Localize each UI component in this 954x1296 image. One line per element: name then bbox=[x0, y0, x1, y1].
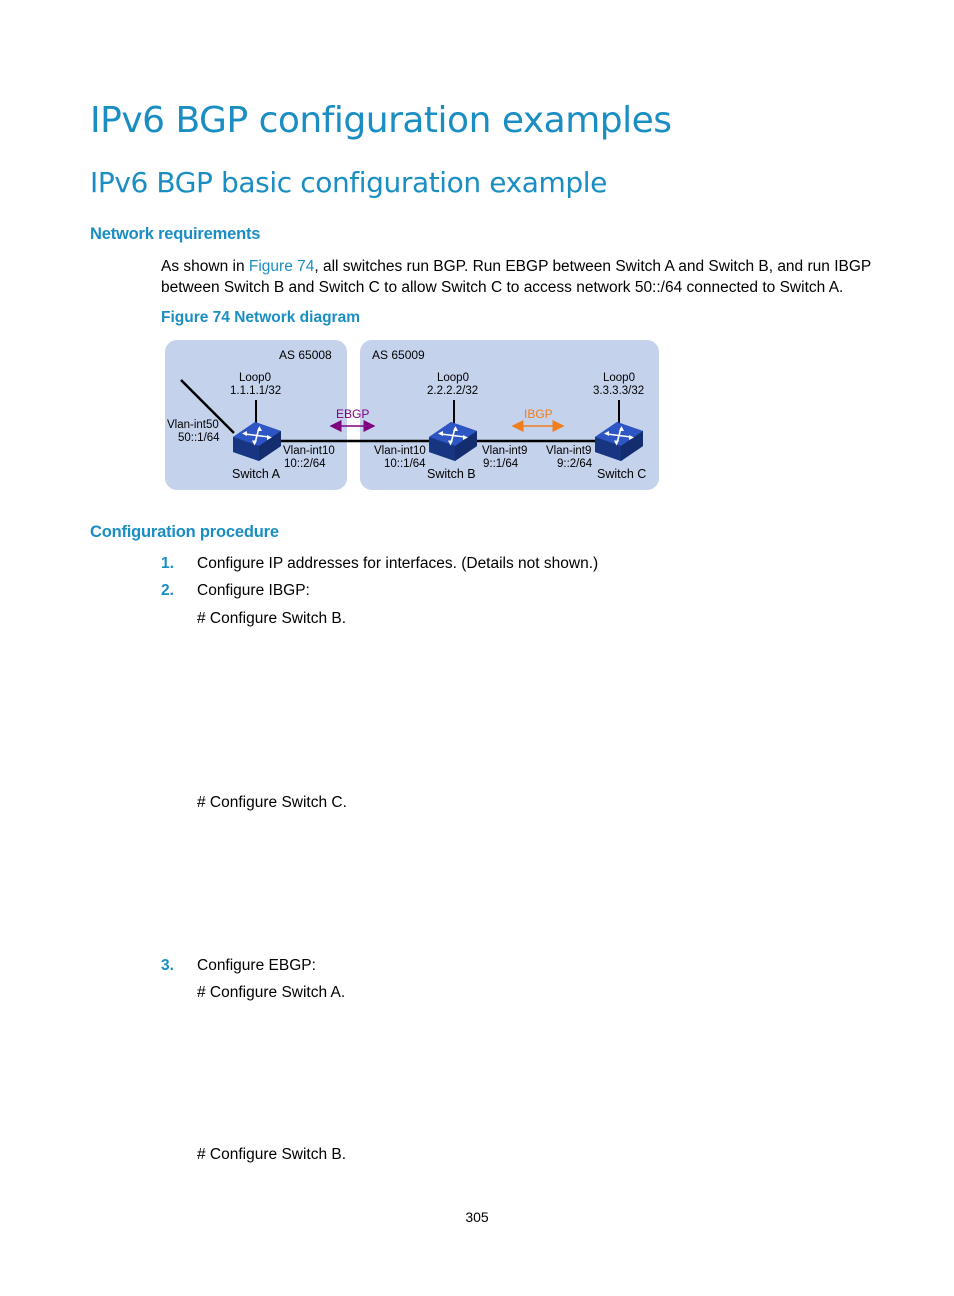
ebgp-label: EBGP bbox=[336, 407, 370, 421]
switch-b-vlan9-label: Vlan-int9 bbox=[482, 445, 528, 457]
step-3-text: Configure EBGP: bbox=[197, 957, 316, 974]
network-diagram bbox=[0, 0, 954, 500]
switch-b-name: Switch B bbox=[427, 467, 476, 481]
switch-a-vlan10-addr: 10::2/64 bbox=[284, 458, 326, 470]
switch-b-vlan9-addr: 9::1/64 bbox=[483, 458, 519, 470]
switch-a-vlan50-addr: 50::1/64 bbox=[178, 432, 220, 444]
switch-b-vlan10-label: Vlan-int10 bbox=[374, 445, 426, 457]
switch-b-vlan10-addr: 10::1/64 bbox=[384, 458, 426, 470]
switch-b-loop-label: Loop0 bbox=[437, 372, 469, 384]
switch-c-vlan9-addr: 9::2/64 bbox=[557, 458, 593, 470]
note-configure-switch-b-ebgp: # Configure Switch B. bbox=[197, 1146, 347, 1163]
requirements-text: As shown in bbox=[161, 258, 249, 275]
switch-a-loop-label: Loop0 bbox=[239, 372, 271, 384]
switch-a-name: Switch A bbox=[232, 467, 280, 481]
page-title: IPv6 BGP configuration examples bbox=[90, 100, 672, 141]
note-configure-switch-c: # Configure Switch C. bbox=[197, 794, 347, 811]
switch-c-loop-addr: 3.3.3.3/32 bbox=[593, 385, 645, 397]
step-2-number: 2. bbox=[161, 582, 174, 599]
figure-link[interactable]: Figure 74 bbox=[248, 258, 315, 275]
switch-a-vlan10-label: Vlan-int10 bbox=[283, 445, 335, 457]
step-1-text: Configure IP addresses for interfaces. (Details not shown.) bbox=[197, 555, 599, 572]
switch-a-vlan50-label: Vlan-int50 bbox=[167, 419, 219, 431]
switch-a-loop-addr: 1.1.1.1/32 bbox=[230, 385, 282, 397]
step-2-text: Configure IBGP: bbox=[197, 582, 310, 599]
note-configure-switch-b: # Configure Switch B. bbox=[197, 610, 347, 627]
heading-configuration-procedure: Configuration procedure bbox=[90, 523, 279, 541]
requirements-text-continued: , all switches run BGP. Run EBGP between Switch A and Switch B, and run IBGP between Switch B and Switch C to allow Switch C to access network 50::/64 connected to Switch A. bbox=[161, 258, 871, 296]
page-number: 305 bbox=[465, 1209, 489, 1225]
step-1-number: 1. bbox=[161, 555, 174, 572]
section-title: IPv6 BGP basic configuration example bbox=[90, 166, 607, 199]
step-3-number: 3. bbox=[161, 957, 174, 974]
as-65008-label: AS 65008 bbox=[279, 348, 332, 362]
note-configure-switch-a: # Configure Switch A. bbox=[197, 984, 346, 1001]
switch-c-loop-label: Loop0 bbox=[603, 372, 635, 384]
switch-c-name: Switch C bbox=[597, 467, 647, 481]
ibgp-label: IBGP bbox=[524, 407, 553, 421]
figure-caption: Figure 74 Network diagram bbox=[161, 309, 360, 326]
as-65009-label: AS 65009 bbox=[372, 348, 425, 362]
switch-b-loop-addr: 2.2.2.2/32 bbox=[427, 385, 479, 397]
heading-network-requirements: Network requirements bbox=[90, 225, 261, 243]
switch-c-vlan9-label: Vlan-int9 bbox=[546, 445, 592, 457]
